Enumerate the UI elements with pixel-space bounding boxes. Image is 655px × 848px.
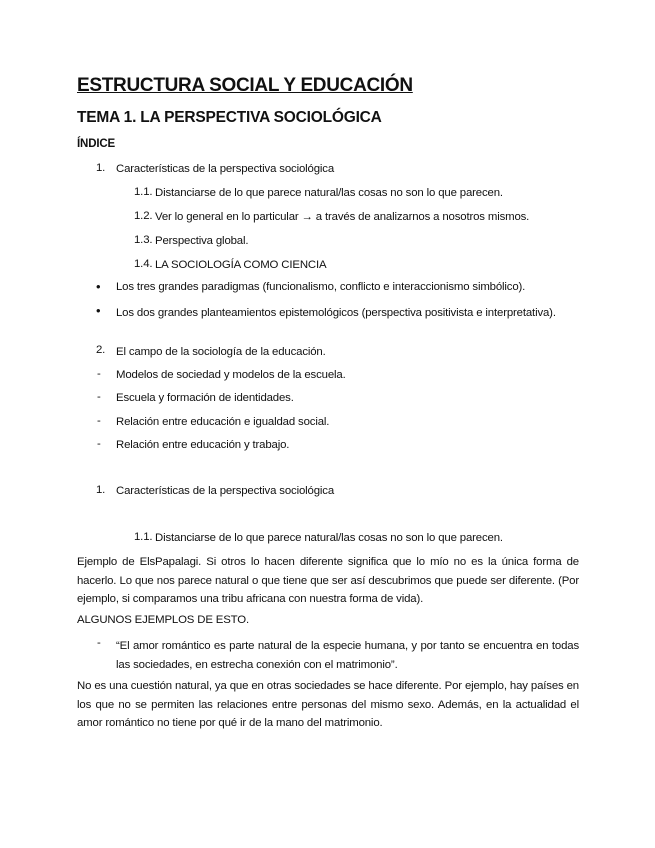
examples-heading: ALGUNOS EJEMPLOS DE ESTO. [77,614,250,626]
index-subitem-text: Distanciarse de lo que parece natural/las cosas no son lo que parecen. [155,187,503,199]
arrow-right-icon: → [301,211,313,223]
dash-item-text: Modelos de sociedad y modelos de la escuela. [116,369,346,381]
index-item-number: 1. [96,162,106,174]
body-paragraph: Ejemplo de ElsPapalagi. Si otros lo hacen diferente significa que lo mío no es la única forma de hacerlo. Lo que nos parece natural o que tiene que ser así descubrimos que puede ser diferente. (Por ejemplo, si comparamos una tribu africana con nuestra forma de vida). [77,556,579,605]
section-number: 1. [96,484,106,496]
bullet-icon: • [96,303,101,318]
index-subitem-number: 1.3. [134,234,153,246]
index-item-text: El campo de la sociología de la educación. [116,346,326,358]
dash-item-text: Relación entre educación y trabajo. [116,439,290,451]
subitem-text-after: a través de analizarnos a nosotros mismos. [312,211,530,223]
bullet-item-text: Los tres grandes paradigmas (funcionalismo, conflicto e interaccionismo simbólico). [116,281,526,293]
dash-marker: - [97,438,101,450]
index-subitem-text: Perspectiva global. [155,235,249,247]
dash-marker: - [97,637,101,649]
dash-marker: - [97,415,101,427]
subsection-number: 1.1. [134,531,153,543]
index-subitem-text [155,211,529,223]
index-heading: ÍNDICE [77,138,116,150]
body-paragraph: No es una cuestión natural, ya que en otras sociedades se hace diferente. Por ejemplo, hay países en los que no se permiten las relaciones entre personas del mismo sexo. Además, en la actualidad el amor romántico no tiene por qué ir de la mano del matrimonio. [77,680,579,729]
subitem-text-before: Ver lo general en lo particular [155,211,302,223]
index-item-number: 2. [96,344,106,356]
dash-marker: - [97,368,101,380]
subsection-heading: Distanciarse de lo que parece natural/las cosas no son lo que parecen. [155,532,503,544]
section-heading: Características de la perspectiva sociológica [116,485,335,497]
quote-text: “El amor romántico es parte natural de la especie humana, y por tanto se encuentra en todas las sociedades, en estrecha conexión con el matrimonio”. [116,640,579,671]
index-item-text: Características de la perspectiva sociológica [116,163,335,175]
bullet-item-text: Los dos grandes planteamientos epistemológicos (perspectiva positivista e interpretativa). [116,307,556,319]
index-subitem-number: 1.1. [134,186,153,198]
dash-item-text: Relación entre educación e igualdad social. [116,416,330,428]
index-subitem-number: 1.4. [134,258,153,270]
document-title: ESTRUCTURA SOCIAL Y EDUCACIÓN [77,75,413,96]
dash-item-text: Escuela y formación de identidades. [116,392,294,404]
dash-marker: - [97,391,101,403]
index-subitem-number: 1.2. [134,210,153,222]
index-subitem-text: LA SOCIOLOGÍA COMO CIENCIA [155,259,327,271]
bullet-icon: • [96,279,101,294]
topic-title: TEMA 1. LA PERSPECTIVA SOCIOLÓGICA [77,109,382,126]
